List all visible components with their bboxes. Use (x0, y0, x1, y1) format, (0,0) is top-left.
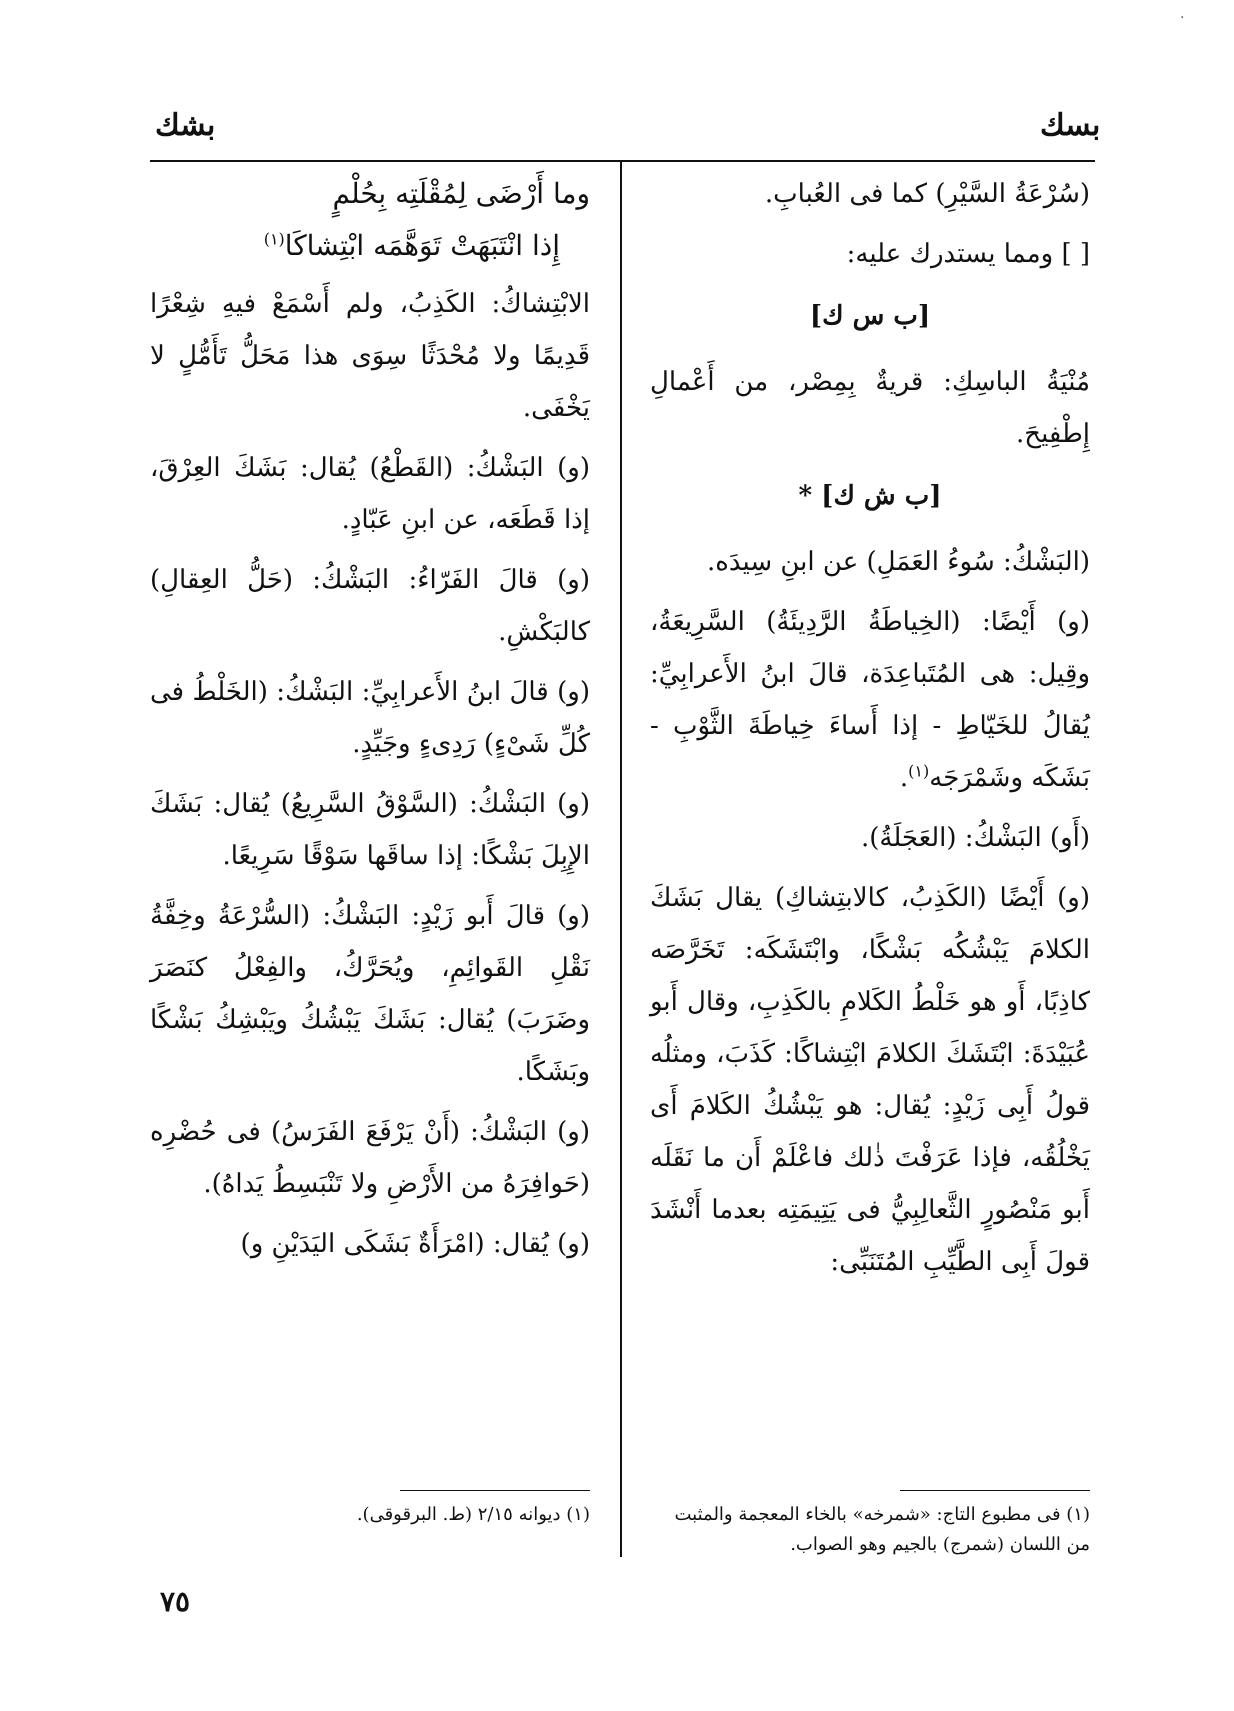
entry-paragraph: (أَو) البَشْكُ: (العَجَلَةُ). (860, 823, 1090, 853)
entry-text-end: . (899, 763, 909, 793)
entry-paragraph: (و) البَشْكُ: (القَطْعُ) يُقال: بَشَكَ العِرْقَ، إذا قَطَعَه، عن ابنِ عَبّادٍ. (150, 453, 590, 535)
entry-paragraph (650, 596, 1090, 804)
entry-paragraph: الابْتِشاكُ: الكَذِبُ، ولم أَسْمَعْ فيهِ شِعْرًا قَدِيمًا ولا مُحْدَثًا سِوَى هذا مَحَلُّ تَأَمُّلٍ لا يَخْفَى. (150, 289, 590, 423)
page-number: ٧٥ (160, 1585, 191, 1618)
entry-heading: [ب س ك] (809, 301, 931, 331)
corner-mark: · (1180, 10, 1185, 26)
entry-paragraph: (و) قالَ أَبو زَيْدٍ: البَشْكُ: (السُّرْعَةُ وخِفَّةُ نَقْلِ القَوائِمِ، ويُحَرَّكُ، والفِعْلُ كنَصَرَ وضَرَبَ) يُقال: بَشَكَ يَبْشُكُ ويَبْشِكُ بَشْكًا وبَشَكًا. (150, 901, 590, 1087)
entry-paragraph: مُنْيَةُ الباسِكِ: قريةٌ بِمِصْر، من أَعْمالِ إِطْفِيحَ. (650, 367, 1090, 449)
entry-text: (و) أَيْضًا: (الخِياطَةُ الرَّدِيئَةُ) السَّرِيعَةُ، وقِيل: هى المُتَباعِدَة، قالَ ابنُ الأَعرابِيِّ: يُقالُ للخَيّاطِ - إذا أَساءَ خِياطَةَ الثَّوْبِ - بَشَكَه وشَمْرَجَه (650, 607, 1090, 793)
entry-paragraph: (و) قالَ ابنُ الأَعرابِيِّ: البَشْكُ: (الخَلْطُ فى كُلِّ شَىْءٍ) رَدِىءٍ وجَيِّدٍ. (150, 677, 590, 759)
footnote-right: (١) فى مطبوع التاج: «شمرخه» بالخاء المعجمة والمثبت من اللسان (شمرج) بالجيم وهو الصواب. (674, 1504, 1090, 1555)
footnote-left: (١) ديوانه ٢/١٥ (ط. البرقوقى). (356, 1504, 590, 1525)
entry-paragraph: (و) أَيْضًا (الكَذِبُ، كالابتِشاكِ) يقال بَشَكَ الكلامَ يَبْشُكُه بَشْكًا، وابْتَشَكَه: تَخَرَّصَه كاذِبًا، أَو هو خَلْطُ الكَلامِ بالكَذِبِ، وقال أَبو عُبَيْدَةَ: ابْتَشَكَ الكلامَ ابْتِشاكًا: كَذَبَ، ومثلُه قولُ أَبِى زَيْدٍ: يُقال: هو يَبْشُكُ الكَلامَ أَى يَخْلُقُه، فإذا عَرَفْتَ ذٰلك فاعْلَمْ أَن ما نَقَلَه أَبو مَنْصُورٍ الثَّعالِبِيُّ فى يَتِيمَتِه بعدما أَنْشَدَ قولَ أَبِى الطَّيِّبِ المُتَنَبِّى: (650, 883, 1090, 1277)
entry-paragraph: (و) قالَ الفَرّاءُ: البَشْكُ: (حَلُّ العِقالِ) كالبَكْشِ. (150, 565, 590, 647)
entry-paragraph: (و) يُقال: (امْرَأَةٌ بَشَكَى اليَدَيْنِ و) (240, 1229, 590, 1259)
header-left-word: بشك (155, 108, 216, 143)
poem-line: وما أَرْضَى لِمُقْلَتِه بِحُلْمٍ (332, 177, 590, 210)
right-column (650, 168, 1090, 1296)
entry-heading: [ب ش ك] * (798, 481, 942, 511)
footnote-rule-left (400, 1490, 590, 1491)
entry-paragraph: (و) البَشْكُ: (السَّوْقُ السَّرِيعُ) يُقال: بَشَكَ الإِبِلَ بَشْكًا: إذا ساقَها سَوْقًا سَرِيعًا. (150, 789, 590, 871)
poem-text: إِذا انْتَبَهَتْ تَوَهَّمَه ابْتِشاكَا (284, 229, 560, 262)
entry-paragraph: (البَشْكُ: سُوءُ العَمَلِ) عن ابنِ سِيدَه. (706, 547, 1090, 577)
entry-paragraph: (و) البَشْكُ: (أَنْ يَرْفَعَ الفَرَسُ) فى حُضْرِه (حَوافِرَهُ من الأَرْضِ ولا تَنْبَسِطُ يَداهُ). (150, 1117, 590, 1199)
column-divider (620, 162, 622, 1557)
addendum-note: [ ] ومما يستدرك عليه: (846, 239, 1090, 269)
footnote-reference: (١) (263, 229, 285, 249)
left-column (150, 168, 590, 1278)
poem-line (150, 220, 560, 272)
footnote-reference: (١) (908, 761, 930, 781)
header-right-word: بسك (1040, 108, 1101, 143)
header-rule (150, 160, 1095, 162)
footnote-rule-right (900, 1490, 1090, 1491)
entry-paragraph: (سُرْعَةُ السَّيْرِ) كما فى العُبابِ. (764, 179, 1090, 209)
